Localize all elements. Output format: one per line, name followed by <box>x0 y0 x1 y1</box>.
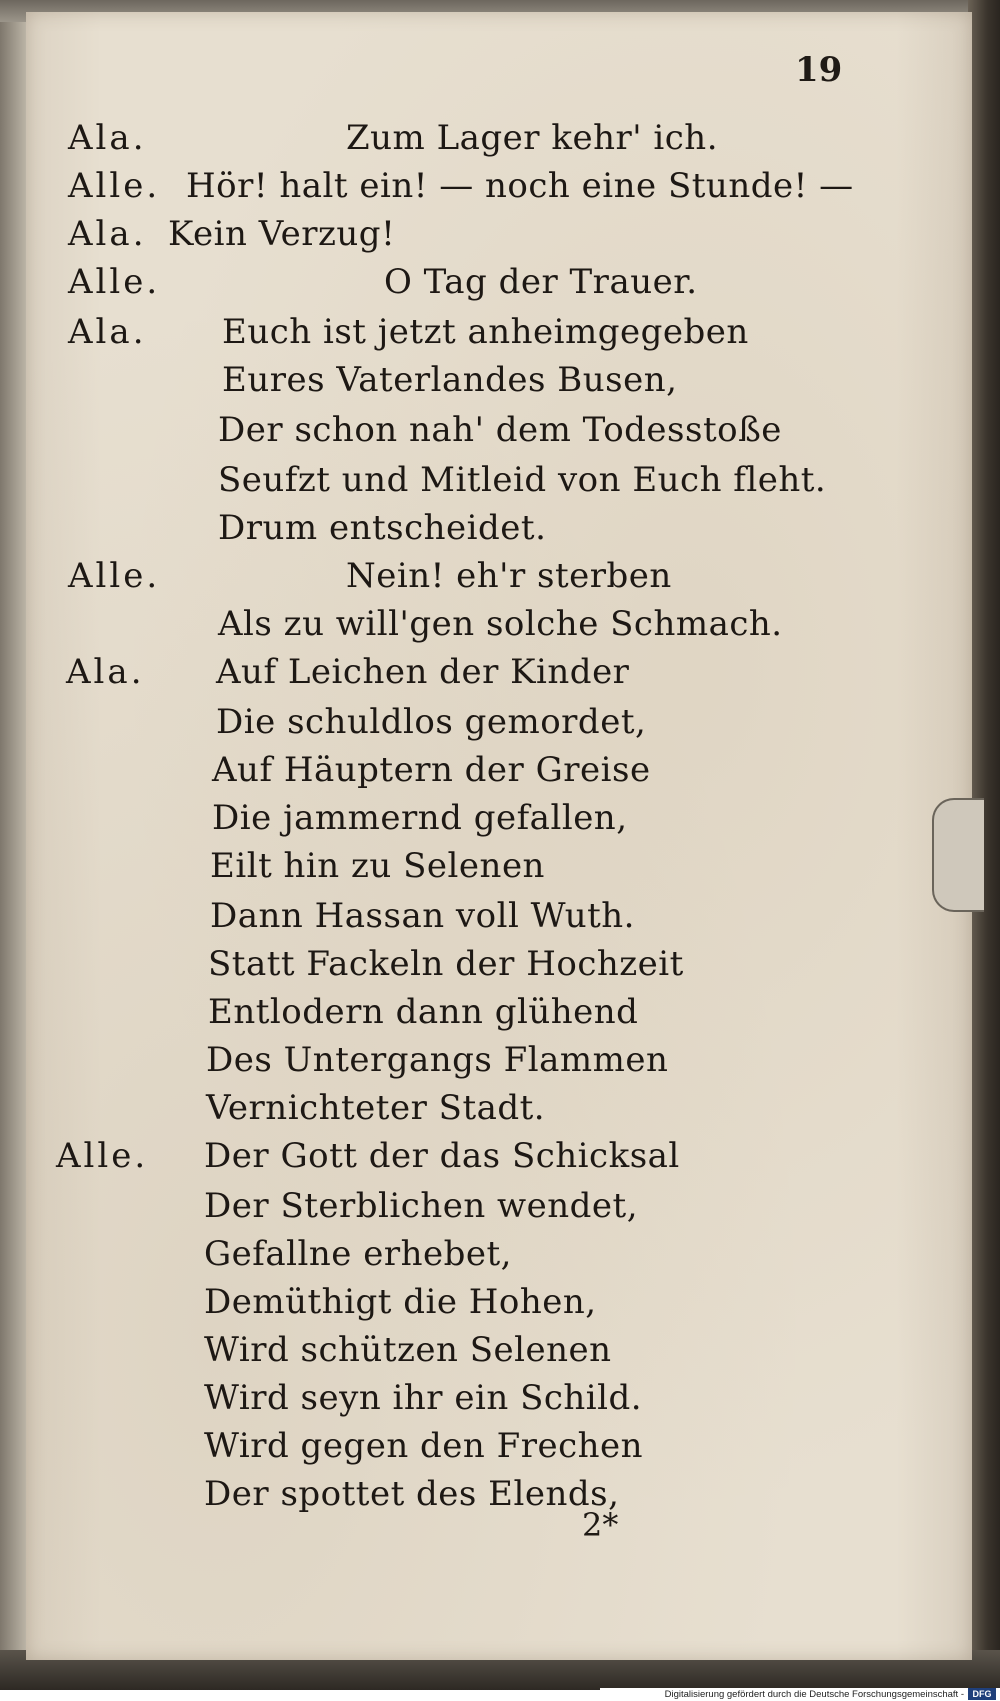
verse-line: Statt Fackeln der Hochzeit <box>208 944 684 984</box>
speaker-label: Alle. <box>68 556 161 596</box>
verse-line: Nein! eh'r sterben <box>346 556 672 596</box>
verse-line: Wird schützen Selenen <box>204 1330 612 1370</box>
verse-line: Der schon nah' dem Todesstoße <box>218 410 782 450</box>
verse-line: Gefallne erhebet, <box>204 1234 512 1274</box>
verse-line: Der Sterblichen wendet, <box>204 1186 639 1226</box>
verse-line: Kein Verzug! <box>168 214 396 254</box>
verse-line: Drum entscheidet. <box>218 508 547 548</box>
verse-line: Seufzt und Mitleid von Euch fleht. <box>218 460 827 500</box>
speaker-label: Alle. <box>68 262 161 302</box>
verse-line: Die jammernd gefallen, <box>212 798 628 838</box>
speaker-label: Ala. <box>68 118 147 158</box>
verse-line: Entlodern dann glühend <box>208 992 639 1032</box>
verse-line: Als zu will'gen solche Schmach. <box>218 604 783 644</box>
verse-line: Zum Lager kehr' ich. <box>346 118 719 158</box>
verse-line: Auf Häuptern der Greise <box>212 750 651 790</box>
signature-mark: 2* <box>582 1506 619 1544</box>
speaker-label: Ala. <box>68 214 147 254</box>
verse-line: Auf Leichen der Kinder <box>216 652 630 692</box>
speaker-label: Alle. <box>68 166 161 206</box>
digitization-credit: Digitalisierung gefördert durch die Deutsche Forschungsgemeinschaft - <box>600 1688 1000 1701</box>
verse-line: Der spottet des Elends, <box>204 1474 620 1514</box>
verse-line: Wird seyn ihr ein Schild. <box>204 1378 643 1418</box>
dfg-logo: DFG <box>968 1688 996 1700</box>
verse-line: Dann Hassan voll Wuth. <box>210 896 635 936</box>
verse-line: Vernichteter Stadt. <box>206 1088 546 1128</box>
verse-line: Eilt hin zu Selenen <box>210 846 545 886</box>
verse-line: Wird gegen den Frechen <box>204 1426 644 1466</box>
verse-line: Demüthigt die Hohen, <box>204 1282 597 1322</box>
verse-line: Des Untergangs Flammen <box>206 1040 669 1080</box>
verse-line: Euch ist jetzt anheimgegeben <box>222 312 749 352</box>
page-tab <box>932 798 984 912</box>
page-number: 19 <box>795 50 843 90</box>
verse-line: Der Gott der das Schicksal <box>204 1136 680 1176</box>
verse-line: Eures Vaterlandes Busen, <box>222 360 678 400</box>
verse-line: Hör! halt ein! — noch eine Stunde! — <box>186 166 854 206</box>
speaker-label: Ala. <box>66 652 145 692</box>
speaker-label: Ala. <box>68 312 147 352</box>
verse-line: O Tag der Trauer. <box>384 262 698 302</box>
speaker-label: Alle. <box>56 1136 149 1176</box>
verse-line: Die schuldlos gemordet, <box>216 702 647 742</box>
